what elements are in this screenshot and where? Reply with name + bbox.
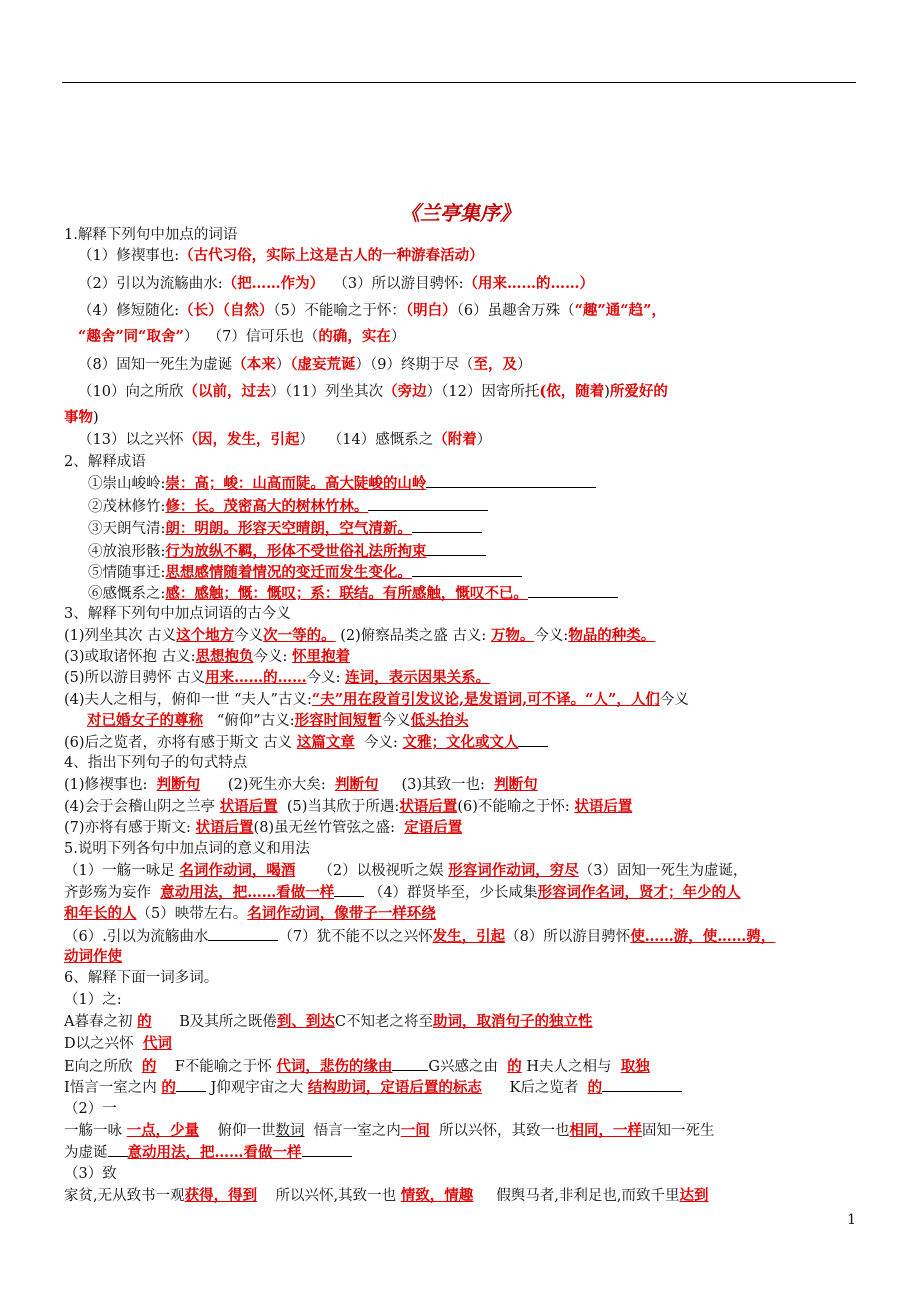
s2-item: ②茂林修竹:修：长。茂密高大的树林竹林。: [88, 496, 888, 517]
s2-item: ①崇山峻岭:崇：高；峻：山高而陡。高大陡峻的山岭: [88, 473, 888, 494]
s2-item: ④放浪形骸:行为放纵不羁，形体不受世俗礼法所拘束: [88, 541, 888, 562]
s3-heading: 3、解释下列句中加点词语的古今义: [64, 606, 291, 622]
s6-line-3: E向之所欣 的 F不能喻之于怀 代词，悲伤的缘由 G兴感之由 的 H夫人之相与 取独: [64, 1058, 650, 1075]
s5-line-3: 和年长的人（5）映带左右。名词作动词，像带子一样环绕: [64, 905, 436, 922]
s5-line-2: 齐彭殇为妄作 意动用法，把……看做一样 （4）群贤毕至，少长咸集形容词作名词，贤才；年少的人: [64, 884, 741, 901]
s2-item: ③天朗气清:朗：明朗。形容天空晴朗，空气清新。: [88, 518, 888, 539]
s6-line-7: 家贫,无从致书一观获得，得到 所以兴怀,其致一也 情致，情趣 假舆马者,非利足也,而致千里达到: [64, 1187, 709, 1204]
s1-line-3: （4）修短随化:（长）（自然）（5）不能喻之于怀：（明白）（6）虽趣舍万殊（“趣”通“趋”，: [78, 302, 666, 319]
s6-line-1: A暮春之初 的 B及其所之既倦到、到达C不知老之将至助词，取消句子的独立性: [64, 1013, 593, 1030]
s1-line-7: 事物): [64, 409, 99, 426]
s4-line-1: (1)修禊事也: 判断句 (2)死生亦大矣: 判断句 (3)其致一也: 判断句: [64, 776, 538, 793]
header-rule: [62, 82, 856, 83]
page-number: 1: [847, 1212, 856, 1228]
s6-line-2: D以之兴怀 代词: [64, 1035, 172, 1052]
s1-line-2: （2）引以为流觞曲水:（把……作为） （3）所以游目骋怀:（用来……的……）: [78, 275, 594, 292]
s6-sub-3: （3）致: [64, 1166, 117, 1182]
s1-line-8: （13）以之兴怀（因，发生，引起） （14）感慨系之（附着）: [78, 431, 492, 448]
s3-line-4: (4)夫人之相与，俯仰一世 “夫人”古义:“夫”用在段首引发议论,是发语词,可不译。“人”，人们今义: [64, 691, 689, 708]
s6-line-5: 一觞一咏 一点，少量 俯仰一世数词 悟言一室之内一间 所以兴怀，其致一也相同，一样固知一死生: [64, 1122, 715, 1139]
s3-line-2: (3)或取诸怀抱 古义:思想抱负今义: 怀里抱着: [64, 648, 351, 665]
s6-line-6: 为虚诞 意动用法，把……看做一样: [64, 1142, 864, 1163]
s6-sub-2: （2）一: [64, 1101, 117, 1117]
s1-line-5: （8）固知一死生为虚诞（本来）（虚妄荒诞）（9）终期于尽（至，及）: [78, 356, 532, 373]
s1-heading: 1.解释下列句中加点的词语: [64, 227, 238, 243]
s6-heading: 6、解释下面一词多词。: [64, 970, 219, 986]
s5-line-5: 动词作使: [64, 948, 122, 965]
s4-line-3: (7)亦将有感于斯文: 状语后置(8)虽无丝竹管弦之盛: 定语后置: [64, 819, 463, 836]
s3-line-5: 对已婚女子的尊称 “俯仰”古义:形容时间短暂今义低头抬头: [87, 712, 469, 729]
s1-line-6: （10）向之所欣（以前，过去）（11）列坐其次（旁边）（12）因寄所托(依，随着)所爱好的: [78, 383, 668, 400]
s5-line-1: （1）一觞一咏足 名词作动词，喝酒 （2）以极视听之娱 形容词作动词，穷尽（3）固知一死生为虚诞，: [64, 862, 748, 879]
s5-heading: 5.说明下列各句中加点词的意义和用法: [64, 841, 310, 857]
s1-line-4: “趣舍”同“取舍”） （7）信可乐也（的确，实在）: [78, 328, 406, 345]
s3-line-6: (6)后之览者，亦将有感于斯文 古义 这篇文章 今义: 文雅；文化或文人: [64, 732, 864, 753]
s3-line-3: (5)所以游目骋怀 古义用来……的……今义: 连词，表示因果关系。: [64, 669, 491, 686]
s2-item: ⑤情随事迁:思想感情随着情况的变迁而发生变化。: [88, 562, 888, 583]
page-title: 《兰亭集序》: [400, 201, 520, 225]
s2-heading: 2、解释成语: [64, 454, 146, 470]
s1-line-1: （1）修禊事也:（古代习俗，实际上这是古人的一种游春活动）: [78, 247, 484, 264]
s3-line-1: (1)列坐其次 古义这个地方今义次一等的。 (2)俯察品类之盛 古义: 万物。今义:物品的种类。: [64, 627, 656, 644]
s2-item: ⑥感慨系之:感：感触；慨：慨叹；系：联结。有所感触，慨叹不已。: [88, 583, 888, 604]
s5-line-4: （6）.引以为流觞曲水 （7）犹不能不以之兴怀发生，引起（8）所以游目骋怀使……游，使……骋，: [64, 928, 776, 945]
s4-line-2: (4)会于会稽山阴之兰亭 状语后置 (5)当其欣于所遇:状语后置(6)不能喻之于怀: 状语后置: [64, 798, 633, 815]
s4-heading: 4、指出下列句子的句式特点: [64, 755, 248, 771]
s6-sub-1: （1）之:: [64, 992, 122, 1008]
s6-line-4: I悟言一室之内 的 J仰观宇宙之大 结构助词，定语后置的标志 K后之览者 的: [64, 1077, 864, 1098]
